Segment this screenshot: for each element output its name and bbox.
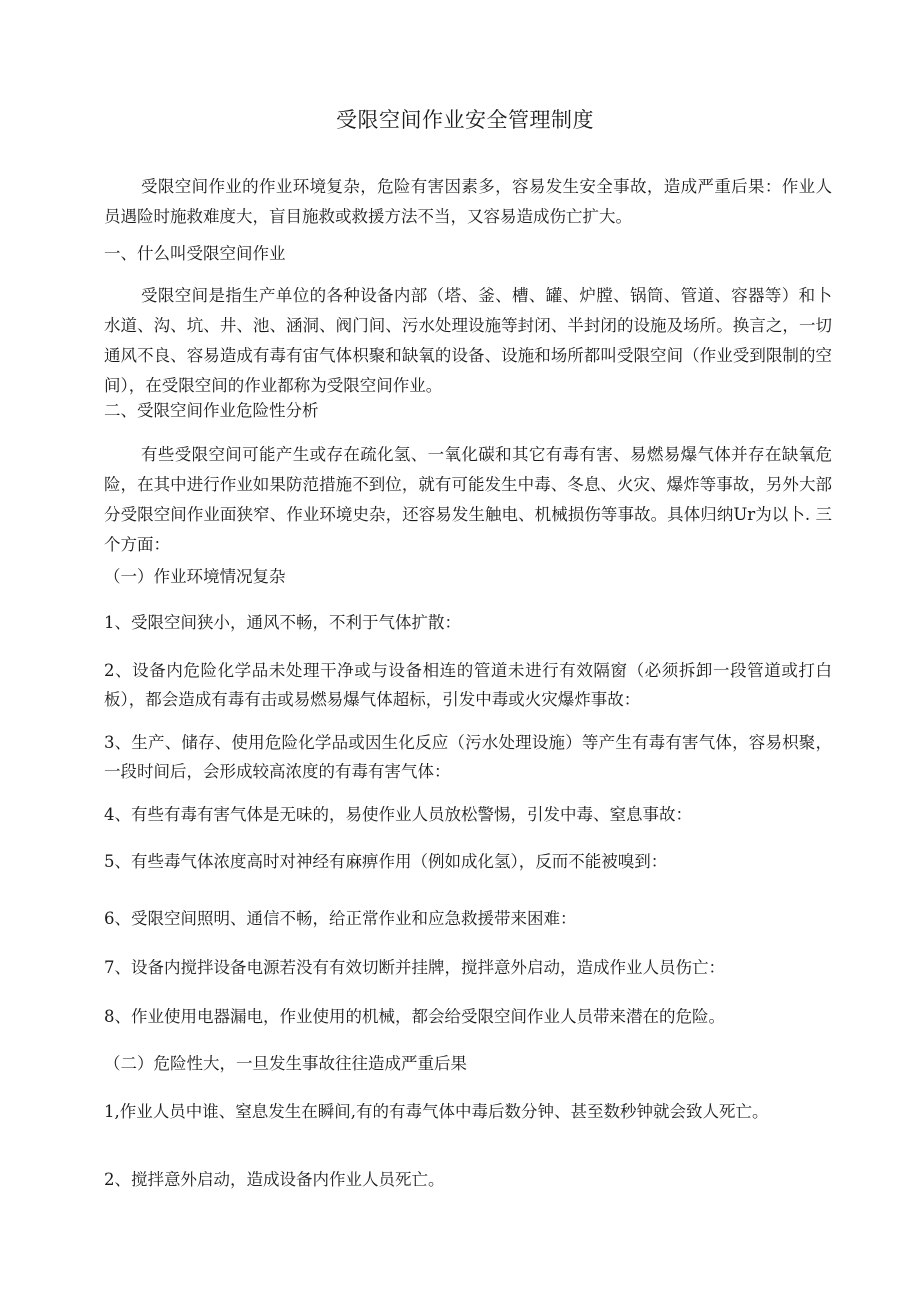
document-title: 受限空间作业安全管理制度 <box>336 108 594 132</box>
section-2-paragraph: 有些受限空间可能产生或存在疏化氢、一氧化碳和其它有毒有害、易燃易爆气体并存在缺氧危险，在其中进行作业如果防范措施不到位，就有可能发生中毒、冬息、火灾、爆炸等事故，另外大部分受限空间作业面狭窄、作业环境史杂，还容易发生触电、机械损伤等事故。具体归纳Ur为以卜. 三个方面： <box>104 445 832 554</box>
list-item: 4、有些有毒有害气体是无味的，易使作业人员放松警惕，引发中毒、窒息事故： <box>104 805 692 824</box>
list-item: 7、设备内搅拌设备电源若没有有效切断并挂牌，搅拌意外启动，造成作业人员伤亡： <box>104 958 725 977</box>
subsection-heading-2: （二）危险性大，一旦发生事故往往造成严重后果 <box>104 1054 467 1073</box>
list-item: 2、设备内危险化学品未处理干净或与设备相连的管道未进行有效隔窗（必须拆卸一段管道或打白板），都会造成有毒有击或易燃易爆气体超标，引发中毒或火灾爆炸事故： <box>104 661 832 709</box>
list-item: 2、搅拌意外启动，造成设备内作业人员死亡。 <box>104 1170 445 1189</box>
list-item: 1,作业人员中谁、窒息发生在瞬间,有的有毒气体中毒后数分钟、甚至数秒钟就会致人死亡。 <box>104 1102 769 1121</box>
section-heading-1: 一、什么叫受限空间作业 <box>104 244 286 263</box>
list-item: 6、受限空间照明、通信不畅，给正常作业和应急救援带来困难： <box>104 909 577 928</box>
section-1-paragraph: 受限空间是指生产单位的各种设备内部（塔、釜、槽、罐、炉膛、锅筒、管道、容器等）和卜水道、沟、坑、井、池、涵洞、阀门间、污水处理设施等封闭、半封闭的设施及场所。换言之，一切通风不良、容易造成有毒有宙气体枳聚和缺氧的设备、设施和场所都叫受限空间（作业受到限制的空间），在受限空间的作业都称为受限空间作业。 <box>104 286 832 395</box>
list-item: 8、作业使用电器漏电，作业使用的机械，都会给受限空间作业人员带来潜在的危险。 <box>104 1007 725 1026</box>
list-item: 1、受限空间狭小，通风不畅，不利于气体扩散： <box>104 613 461 632</box>
section-heading-2: 二、受限空间作业危险性分析 <box>104 401 319 420</box>
subsection-heading-1: （一）作业环境情况复杂 <box>104 567 286 586</box>
list-item: 3、生产、储存、使用危险化学品或因生化反应（污水处理设施）等产生有毒有害气体，容易枳聚，一段时间后，会形成较高浓度的有毒有害气体： <box>104 733 832 781</box>
list-item: 5、有些毒气体浓度高时对神经有麻痹作用（例如成化氢），反而不能被嗅到： <box>104 852 668 871</box>
intro-paragraph: 受限空间作业的作业环境复杂，危险有害因素多，容易发生安全事故，造成严重后果：作业人员遇险时施救难度大，盲目施救或救援方法不当，又容易造成伤亡扩大。 <box>104 177 832 226</box>
